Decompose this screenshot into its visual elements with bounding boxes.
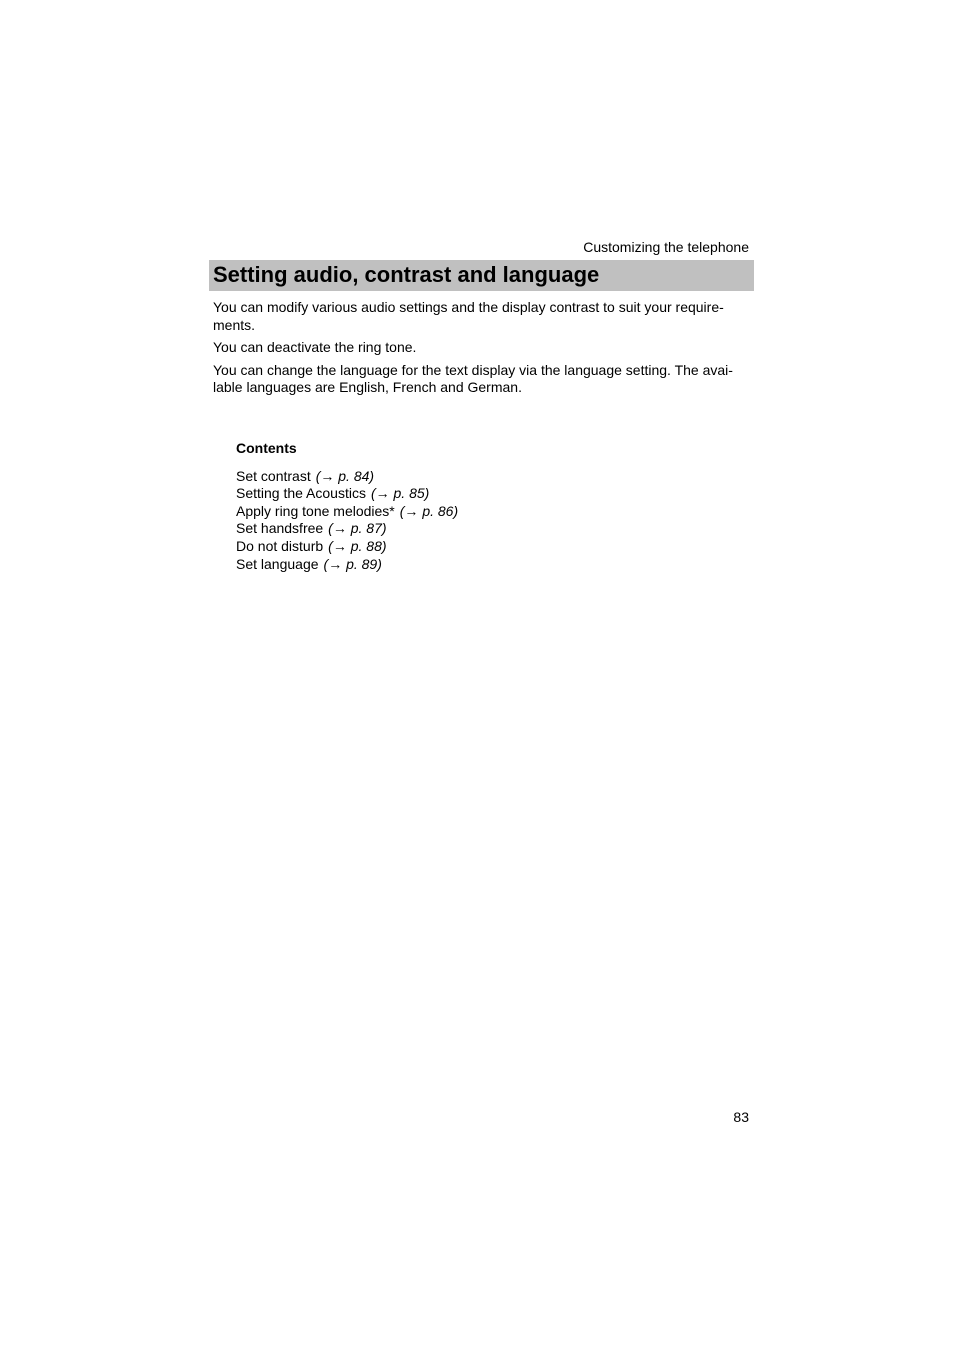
page-reference-link[interactable]: (→ p. 87): [328, 520, 387, 537]
contents-item-setting-acoustics[interactable]: [236, 485, 716, 503]
page-reference-link[interactable]: (→ p. 84): [315, 467, 375, 484]
intro-paragraph-language: You can change the language for the text display via the language setting. The avai-lable languages are English, French and German.: [213, 361, 733, 395]
contents-heading: Contents: [236, 440, 297, 456]
intro-paragraph-audio: You can modify various audio settings and the display contrast to suit your require-ments.: [213, 299, 724, 333]
contents-item-set-handsfree[interactable]: [236, 520, 716, 538]
contents-section: [236, 440, 716, 573]
page-reference-link[interactable]: (→ p. 85): [370, 485, 430, 502]
contents-list: [236, 468, 716, 574]
page-number: 83: [733, 1109, 749, 1125]
intro-paragraph-ring-tone: You can deactivate the ring tone.: [213, 339, 417, 355]
running-header: Customizing the telephone: [583, 239, 749, 255]
contents-item-label: Apply ring tone melodies*: [236, 502, 395, 519]
contents-item-label: Setting the Acoustics: [236, 485, 366, 502]
contents-item-set-language[interactable]: [236, 556, 716, 574]
contents-item-label: Set contrast: [236, 467, 311, 484]
contents-item-label: Set language: [236, 555, 319, 572]
contents-item-set-contrast[interactable]: [236, 468, 716, 486]
contents-item-ring-tone-melodies[interactable]: [236, 503, 716, 521]
page-reference-link[interactable]: (→ p. 86): [399, 502, 459, 519]
contents-item-do-not-disturb[interactable]: [236, 538, 716, 556]
page-reference-link[interactable]: (→ p. 89): [323, 555, 382, 572]
section-title: Setting audio, contrast and language: [213, 262, 600, 287]
section-title-bar: [209, 260, 754, 291]
intro-text: [213, 299, 751, 402]
contents-item-label: Do not disturb: [236, 537, 324, 554]
page-reference-link[interactable]: (→ p. 88): [328, 537, 387, 554]
contents-item-label: Set handsfree: [236, 520, 324, 537]
